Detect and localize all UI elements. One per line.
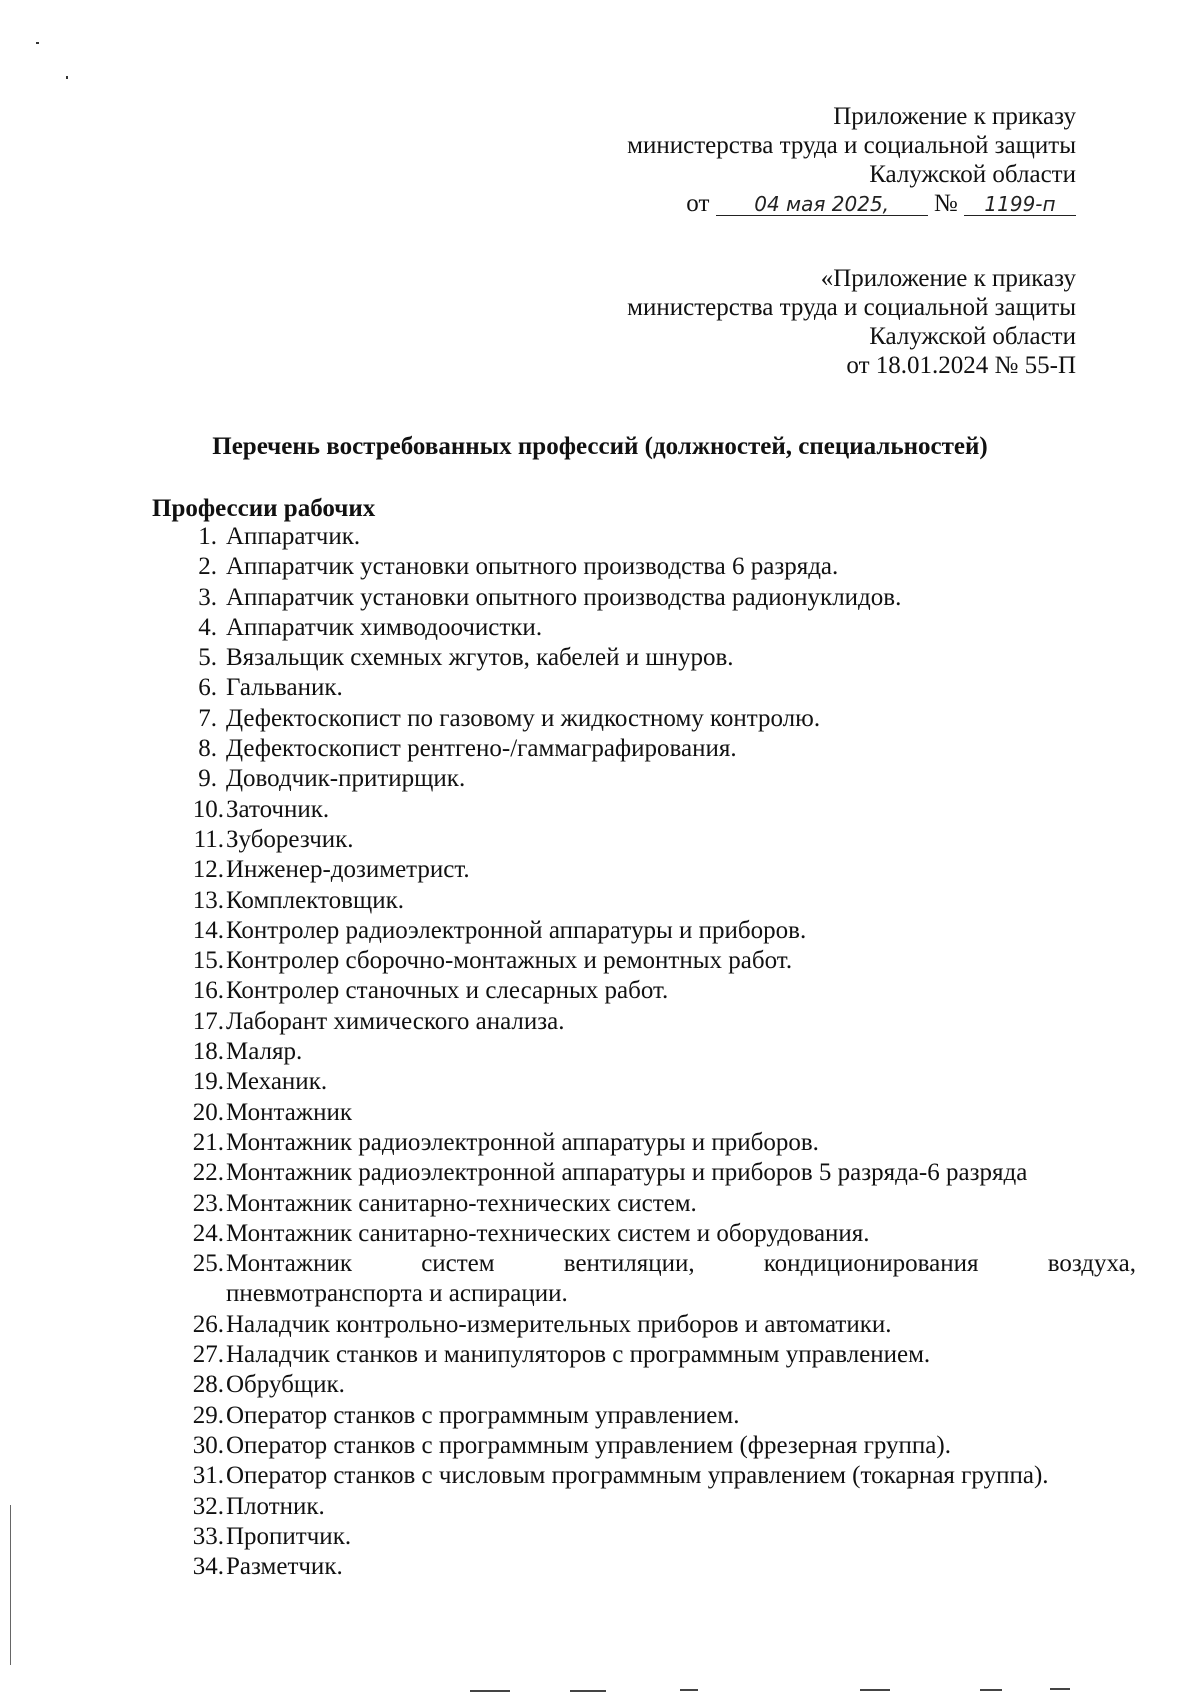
item-text: Контролер сборочно-монтажных и ремонтных работ. [226,947,793,975]
item-text: Монтажник радиоэлектронной аппаратуры и приборов 5 разряда-6 разряда [226,1159,1028,1187]
item-text: Дефектоскопист рентгено-/гаммаграфирования. [226,735,737,763]
item-word: воздуха, [1047,1250,1136,1278]
item-text: Дефектоскопист по газовому и жидкостному контролю. [226,704,821,732]
list-item [0,1492,1200,1522]
item-text: Аппаратчик химводоочистки. [226,613,543,641]
item-text: Вязальщик схемных жгутов, кабелей и шнуров. [226,644,734,672]
list-item [0,916,1200,946]
item-number: 19. [192,1068,224,1096]
header-line: министерства труда и социальной защиты [627,294,1076,321]
item-number: 26. [192,1310,224,1338]
item-number: 21. [192,1128,224,1156]
item-number: 15. [192,947,224,975]
list-item [0,1461,1200,1491]
item-number: 34. [192,1553,224,1581]
item-text: Плотник. [226,1492,325,1520]
item-number: 29. [192,1401,224,1429]
header-line: от 18.01.2024 № 55-П [846,352,1076,379]
item-number: 24. [192,1219,224,1247]
header-line: Приложение к приказу [833,103,1076,130]
item-number: 16. [192,977,224,1005]
list-item [0,1249,1200,1310]
list-item [0,1522,1200,1552]
item-word: Монтажник [226,1250,352,1278]
item-number: 25. [192,1250,224,1278]
item-text: Наладчик контрольно-измерительных приборов и автоматики. [226,1310,892,1338]
item-number: 14. [192,916,224,944]
item-text: Лаборант химического анализа. [226,1007,565,1035]
list-item [0,764,1200,794]
item-number: 27. [192,1341,224,1369]
item-text: Пропитчик. [226,1522,352,1550]
header-line: «Приложение к приказу [820,265,1076,292]
item-number: 17. [192,1007,224,1035]
item-text: Гальваник. [226,674,343,702]
item-word: вентиляции, [563,1250,695,1278]
handwritten-date: 04 мая 2025, [716,193,928,216]
list-item [0,1007,1200,1037]
document-title: Перечень востребованных профессий (должностей, специальностей) [212,433,988,460]
section-heading: Профессии рабочих [152,495,376,522]
item-text: Монтажник радиоэлектронной аппаратуры и приборов. [226,1128,819,1156]
list-item [0,673,1200,703]
item-number: 30. [192,1431,224,1459]
list-item [0,795,1200,825]
scan-artifact [570,1690,606,1692]
item-text: Аппаратчик. [226,523,361,550]
scan-artifact [1050,1688,1070,1690]
list-item [0,1037,1200,1067]
header-line: Калужской области [869,323,1076,350]
item-text: Обрубщик. [226,1371,345,1399]
from-label: от [686,190,710,217]
scan-artifact [680,1689,698,1691]
list-item [0,704,1200,734]
item-number: 22. [192,1159,224,1187]
number-sign: № [933,190,958,217]
item-text: Комплектовщик. [226,886,404,914]
item-number: 33. [192,1522,224,1550]
list-item [0,1067,1200,1097]
professions-list [0,522,1200,1582]
item-number: 1. [198,523,217,550]
item-number: 10. [192,795,224,823]
list-item [0,1310,1200,1340]
list-item [0,1219,1200,1249]
scan-speck [36,42,39,44]
list-item [0,613,1200,643]
list-item [0,643,1200,673]
list-item [0,886,1200,916]
item-text-line: пневмотранспорта и аспирации. [226,1280,568,1308]
current-order-header [627,102,1076,218]
item-number: 11. [193,825,224,853]
item-number: 9. [198,765,217,793]
list-item [0,1370,1200,1400]
item-text: Инженер-дозиметрист. [226,856,470,884]
item-number: 32. [192,1492,224,1520]
item-word: систем [421,1250,495,1278]
item-number: 20. [192,1098,224,1126]
list-item [0,1128,1200,1158]
item-text: Оператор станков с программным управлением (фрезерная группа). [226,1431,951,1459]
item-text: Зуборезчик. [226,825,354,853]
scan-artifact [860,1689,890,1691]
item-text: Аппаратчик установки опытного производства 6 разряда. [226,553,839,581]
header-line: Калужской области [869,161,1076,188]
item-number: 12. [192,856,224,884]
item-text: Монтажник [226,1098,352,1126]
list-item [0,855,1200,885]
item-text: Наладчик станков и манипуляторов с программным управлением. [226,1341,931,1369]
item-text: Оператор станков с программным управлением. [226,1401,740,1429]
item-text: Монтажник санитарно-технических систем. [226,1189,697,1217]
item-text: Разметчик. [226,1553,343,1581]
item-text: Механик. [226,1068,328,1096]
item-number: 18. [192,1038,224,1066]
header-date-line [627,189,1076,218]
scan-artifact [470,1690,510,1692]
list-item [0,1098,1200,1128]
item-number: 8. [198,735,217,763]
item-text-line [226,1249,1136,1279]
item-text: Доводчик-притирщик. [226,765,466,793]
item-number: 4. [198,613,217,641]
item-text: Оператор станков с числовым программным управлением (токарная группа). [226,1462,1049,1490]
item-number: 28. [192,1371,224,1399]
list-item [0,1189,1200,1219]
list-item [0,1158,1200,1188]
item-text: Контролер радиоэлектронной аппаратуры и приборов. [226,916,807,944]
item-text: Контролер станочных и слесарных работ. [226,977,669,1005]
list-item [0,552,1200,582]
item-text [226,1249,1136,1310]
item-text: Заточник. [226,795,330,823]
list-item [0,825,1200,855]
item-number: 5. [198,644,217,672]
list-item [0,1340,1200,1370]
item-number: 13. [192,886,224,914]
item-text: Маляр. [226,1038,303,1066]
list-item [0,976,1200,1006]
item-number: 31. [192,1462,224,1490]
scan-speck [66,76,68,79]
list-item [0,583,1200,613]
item-number: 6. [198,674,217,702]
item-number: 2. [198,553,217,581]
handwritten-order-number: 1199-п [964,193,1076,216]
header-line: министерства труда и социальной защиты [627,132,1076,159]
item-text: Монтажник санитарно-технических систем и оборудования. [226,1219,870,1247]
list-item [0,1431,1200,1461]
list-item [0,522,1200,552]
list-item [0,946,1200,976]
item-number: 3. [198,583,217,611]
scan-artifact [980,1689,1002,1691]
list-item [0,1552,1200,1582]
item-number: 7. [198,704,217,732]
item-word: кондиционирования [763,1250,979,1278]
item-number: 23. [192,1189,224,1217]
original-order-header [627,264,1076,380]
item-text: Аппаратчик установки опытного производства радионуклидов. [226,583,902,611]
list-item [0,1401,1200,1431]
list-item [0,734,1200,764]
